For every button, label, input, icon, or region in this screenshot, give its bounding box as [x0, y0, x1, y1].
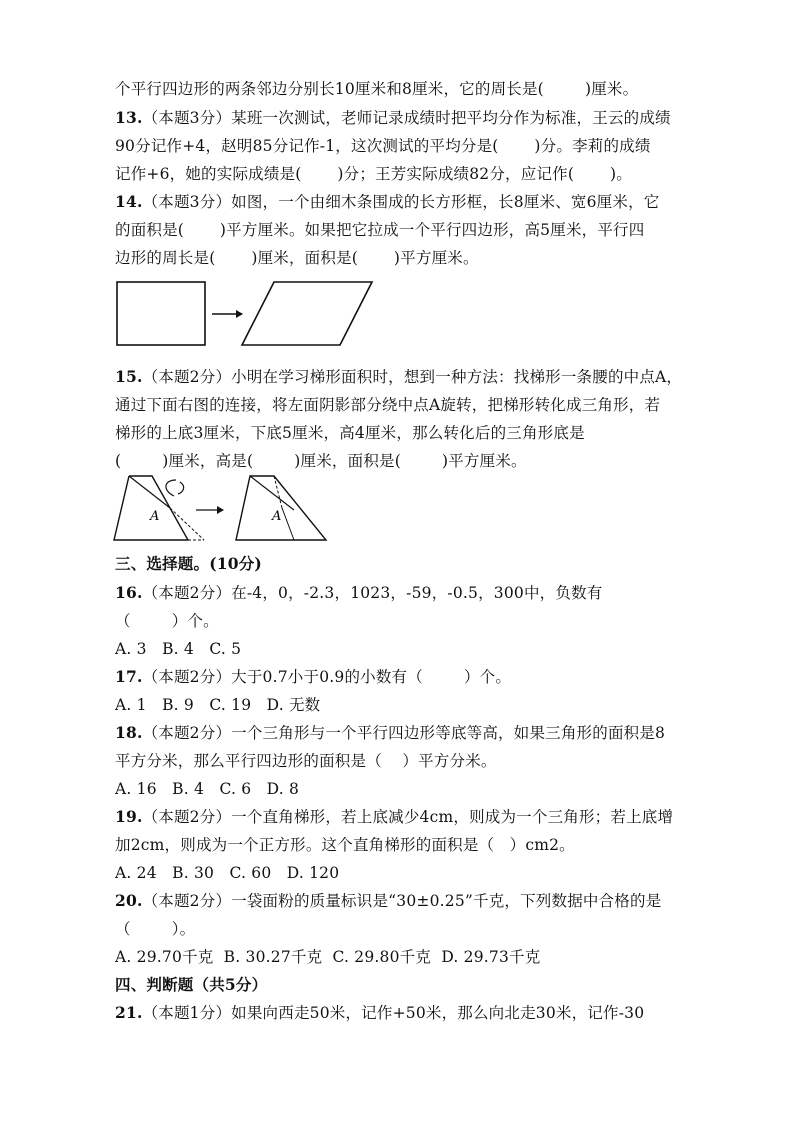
question-19-number: 19.	[115, 807, 143, 826]
question-17-number: 17.	[115, 667, 143, 686]
question-21-line-1	[115, 1002, 644, 1024]
question-15-line-2: 通过下面右图的连接，将左面阴影部分绕中点A旋转，把梯形转化成三角形，若	[115, 396, 661, 414]
question-14-line-2: 的面积是( )平方厘米。如果把它拉成一个平行四边形，高5厘米，平行四	[115, 221, 645, 239]
question-15-text: （本题2分）小明在学习梯形面积时，想到一种方法：找梯形一条腰的中点A，	[142, 368, 683, 386]
right-triangle-result	[236, 476, 326, 540]
question-13-line-2: 90分记作+4，赵明85分记作-1，这次测试的平均分是( )分。李莉的成绩	[115, 137, 651, 155]
point-a-label-left: A	[150, 509, 160, 524]
question-20-number: 20.	[115, 891, 143, 910]
question-13-text: （本题3分）某班一次测试，老师记录成绩时把平均分作为标准，王云的成绩	[142, 109, 671, 127]
question-17-line-1	[115, 666, 511, 688]
arrow-head	[236, 310, 243, 318]
question-18-line-2: 平方分米，那么平行四边形的面积是（ ）平方分米。	[115, 752, 497, 770]
question-14-line-1	[115, 191, 659, 213]
line-q12-cont: 个平行四边形的两条邻边分别长10厘米和8厘米，它的周长是( )厘米。	[115, 80, 639, 98]
parallelogram-frame	[242, 282, 372, 345]
question-15-number: 15.	[115, 367, 143, 386]
question-13-line-3: 记作+6，她的实际成绩是( )分；王芳实际成绩82分，应记作( )。	[115, 165, 632, 183]
question-18-number: 18.	[115, 723, 143, 742]
question-21-number: 21.	[115, 1003, 143, 1022]
question-19-line-2: 加2cm，则成为一个正方形。这个直角梯形的面积是（ ）cm2。	[115, 836, 575, 854]
question-18-line-1	[115, 722, 665, 744]
question-14-number: 14.	[115, 192, 143, 211]
section-4-heading: 四、判断题（共5分）	[115, 975, 268, 994]
left-trapezoid	[114, 476, 204, 540]
question-16-text: （本题2分）在-4，0，-2.3，1023，-59，-0.5，300中，负数有	[142, 584, 603, 602]
question-14-text: （本题3分）如图，一个由细木条围成的长方形框，长8厘米、宽6厘米，它	[142, 193, 660, 211]
question-18-text: （本题2分）一个三角形与一个平行四边形等底等高，如果三角形的面积是8	[142, 724, 666, 742]
section-3-heading: 三、选择题。(10分)	[115, 554, 262, 573]
question-20-options: A. 29.70千克 B. 30.27千克 C. 29.80千克 D. 29.73千克	[115, 948, 541, 966]
question-21-text: （本题1分）如果向西走50米，记作+50米，那么向北走30米，记作-30	[142, 1004, 645, 1022]
question-20-text: （本题2分）一袋面粉的质量标识是“30±0.25”千克，下列数据中合格的是	[142, 892, 662, 910]
question-16-line-2: （ ）个。	[115, 612, 219, 630]
question-16-line-1	[115, 582, 602, 604]
question-13-number: 13.	[115, 108, 143, 127]
question-19-text: （本题2分）一个直角梯形，若上底减少4cm，则成为一个三角形；若上底增	[142, 808, 674, 826]
question-16-options: A. 3 B. 4 C. 5	[115, 640, 242, 658]
rectangle-frame	[117, 282, 205, 345]
rotation-arrow	[196, 506, 224, 514]
question-15-line-3: 梯形的上底3厘米，下底5厘米，高4厘米，那么转化后的三角形底是	[115, 424, 585, 442]
point-a-label-right: A	[272, 509, 282, 524]
question-17-options: A. 1 B. 9 C. 19 D. 无数	[115, 696, 321, 714]
question-15-line-4: ( )厘米，高是( )厘米，面积是( )平方厘米。	[115, 452, 527, 470]
question-14-line-3: 边形的周长是( )厘米，面积是( )平方厘米。	[115, 249, 479, 267]
question-17-text: （本题2分）大于0.7小于0.9的小数有（ ）个。	[142, 668, 512, 686]
question-18-options: A. 16 B. 4 C. 6 D. 8	[115, 780, 300, 798]
question-16-number: 16.	[115, 583, 143, 602]
question-20-line-1	[115, 890, 661, 912]
trapezoid-rotation-figure	[112, 472, 332, 544]
question-20-line-2: （ ）。	[115, 920, 196, 938]
rectangle-to-parallelogram-figure	[112, 280, 382, 350]
question-15-line-1	[115, 366, 682, 388]
question-19-options: A. 24 B. 30 C. 60 D. 120	[115, 864, 340, 882]
question-19-line-1	[115, 806, 673, 828]
question-13-line-1	[115, 107, 671, 129]
